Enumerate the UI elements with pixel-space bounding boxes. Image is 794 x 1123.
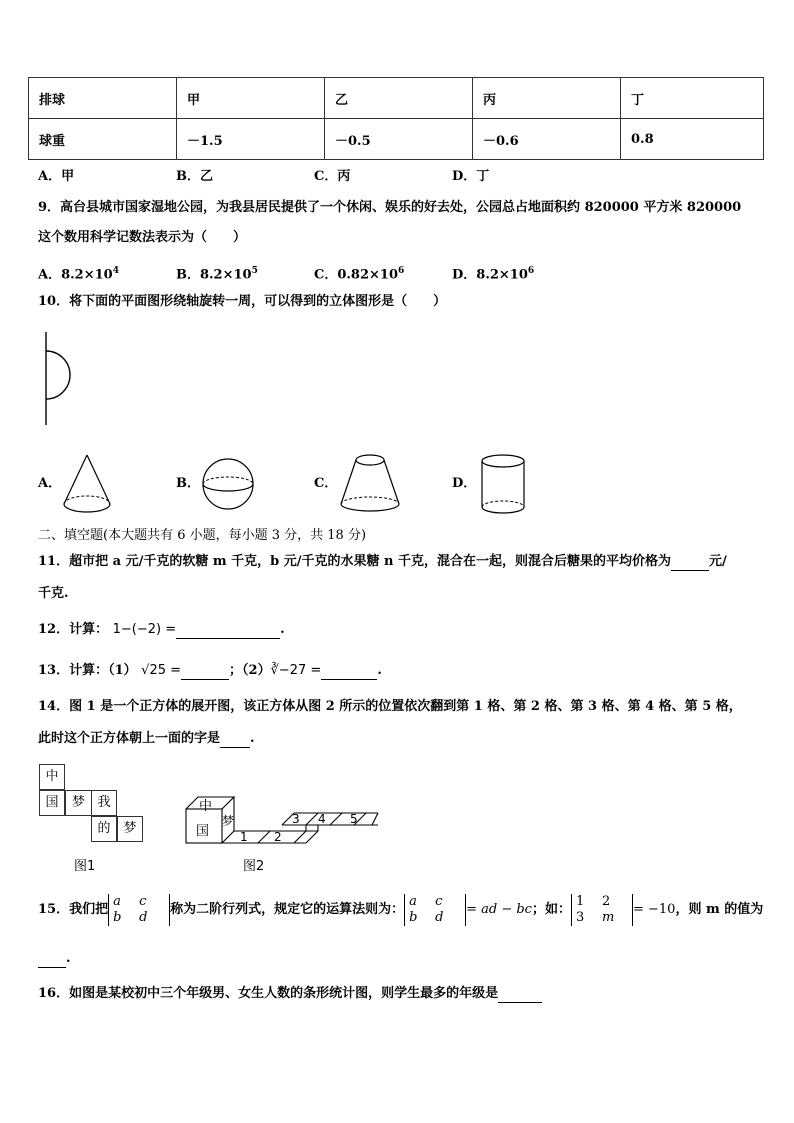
det-entry: m [601, 909, 615, 925]
determinant-general [108, 894, 170, 926]
net-cell: 的 [91, 816, 117, 842]
sphere-icon [200, 454, 256, 516]
q12-prefix: 12．计算： [38, 622, 109, 637]
net-cell: 我 [91, 790, 117, 816]
determinant-rule [404, 894, 466, 926]
cell-number: 2 [274, 830, 282, 844]
q16 [38, 985, 542, 1003]
q9-option-d[interactable] [452, 262, 534, 284]
q10-option-a[interactable]: A． [38, 476, 62, 491]
answer-blank[interactable] [321, 665, 377, 680]
table-row [29, 78, 764, 119]
answer-blank[interactable] [498, 988, 542, 1003]
q10-option-d[interactable]: D． [452, 476, 477, 491]
det-entry: c [435, 893, 443, 909]
cell-number: 4 [318, 812, 326, 826]
answer-blank[interactable] [176, 624, 280, 639]
det-entry: a [113, 893, 121, 909]
table-cell: 甲 [177, 78, 325, 119]
section-heading: 二、填空题(本大题共有 6 小题，每小题 3 分，共 18 分) [38, 528, 367, 543]
q15-prefix: 15．我们把 [38, 902, 109, 917]
figure-caption: 图2 [243, 859, 265, 874]
exponent: 5 [251, 266, 258, 276]
q13-separator: ；（2） [229, 663, 271, 678]
q10-option-b[interactable]: B． [176, 476, 200, 491]
cone-icon [60, 452, 116, 518]
det-entry: 3 [575, 909, 585, 925]
figure-caption: 图1 [74, 859, 96, 874]
net-cell: 中 [39, 764, 65, 790]
net-cell: 国 [39, 790, 65, 816]
q14-line1: 14．图 1 是一个正方体的展开图，该正方体从图 2 所示的位置依次翻到第 1 格、第 2 格、第 3 格、第 4 格、第 5 格， [38, 699, 742, 714]
net-cell: 梦 [65, 790, 91, 816]
det-entry: b [113, 909, 122, 925]
det-entry: 1 [575, 893, 585, 909]
answer-blank[interactable] [220, 733, 250, 748]
q12-expression: 1−(−2) = [112, 622, 177, 637]
q15-ru: ；如： [531, 902, 571, 917]
q9-option-a[interactable] [38, 262, 119, 284]
q11-line2: 千克. [38, 586, 69, 601]
det-entry: c [139, 893, 147, 909]
det-entry: d [139, 909, 148, 925]
cell-number: 5 [350, 812, 358, 826]
q13-prefix: 13．计算：（1） [38, 663, 137, 678]
ball-weight-table [28, 77, 764, 160]
exponent: 6 [398, 266, 405, 276]
cube-front-char: 国 [196, 824, 210, 839]
table-cell: －0.5 [325, 119, 473, 160]
q16-text: 16．如图是某校初中三个年级男、女生人数的条形统计图，则学生最多的年级是 [38, 986, 499, 1001]
det-entry: b [409, 909, 418, 925]
q9-line1: 9．高台县城市国家湿地公园，为我县居民提供了一个休闲、娱乐的好去处，公园总占地面积约 820000 平方米 820000 [38, 200, 742, 215]
q10-text: 10．将下面的平面图形绕轴旋转一周，可以得到的立体图形是（ ） [38, 294, 447, 309]
q11-text: 11．超市把 a 元/千克的软糖 m 千克，b 元/千克的水果糖 n 千克，混合在一起，则混合后糖果的平均价格为 [38, 554, 671, 569]
table-cell: 丁 [621, 78, 764, 119]
q15-example-eq: = −10 [632, 902, 676, 917]
q15-answer-line [38, 950, 71, 968]
q8-option-d[interactable]: D．丁 [452, 169, 490, 184]
table-cell: 丙 [473, 78, 621, 119]
table-row [29, 119, 764, 160]
q8-option-c[interactable]: C．丙 [314, 169, 351, 184]
q11-unit: 元/ [709, 554, 727, 569]
q9-option-c[interactable] [314, 262, 404, 284]
cube-side-char: 梦 [222, 814, 235, 828]
answer-blank[interactable] [671, 556, 709, 571]
q8-option-a[interactable]: A．甲 [38, 169, 75, 184]
table-cell: 乙 [325, 78, 473, 119]
net-cell: 梦 [117, 816, 143, 842]
exponent: 6 [527, 266, 535, 276]
q9-option-b[interactable] [176, 262, 258, 284]
q15-formula: = ad − bc [466, 902, 532, 917]
det-entry: d [435, 909, 444, 925]
q12-suffix: . [280, 622, 285, 637]
q14-suffix: . [250, 731, 255, 746]
table-cell: 0.8 [621, 119, 764, 160]
q15-mid: 称为二阶行列式，规定它的运算法则为： [170, 902, 405, 917]
q8-option-b[interactable]: B．乙 [176, 169, 213, 184]
table-cell: －0.6 [473, 119, 621, 160]
q11-line1 [38, 553, 727, 571]
q15 [38, 890, 763, 930]
q13-suffix: . [377, 663, 382, 678]
q14-line2 [38, 730, 255, 748]
table-cell: 排球 [29, 78, 177, 119]
q15-suffix: ，则 m 的值为 [675, 902, 764, 917]
q14-text: 此时这个正方体朝上一面的字是 [38, 731, 221, 746]
cell-number: 3 [292, 812, 300, 826]
table-cell: －1.5 [177, 119, 325, 160]
q10-option-c[interactable]: C． [314, 476, 338, 491]
q12 [38, 621, 285, 639]
option-text: C．0.82×10 [314, 267, 398, 283]
determinant-example [571, 894, 633, 926]
cube-top-char: 中 [199, 799, 213, 814]
option-text: D．8.2×10 [452, 267, 528, 283]
det-entry: 2 [601, 893, 611, 909]
q13-expression-1: √25 = [141, 663, 182, 678]
det-entry: a [409, 893, 417, 909]
cylinder-icon [478, 452, 528, 520]
q9-line2: 这个数用科学记数法表示为（ ） [38, 230, 247, 245]
cell-number: 1 [240, 830, 248, 844]
q15-end: . [66, 951, 71, 966]
rotation-figure [40, 330, 80, 430]
answer-blank[interactable] [38, 953, 66, 968]
option-text: A．8.2×10 [38, 267, 113, 283]
q13 [38, 662, 382, 680]
frustum-icon [337, 452, 403, 518]
table-cell: 球重 [29, 119, 177, 160]
exponent: 4 [112, 266, 119, 276]
option-text: B．8.2×10 [176, 267, 252, 283]
q13-expression-2: ∛−27 = [270, 663, 322, 678]
answer-blank[interactable] [181, 665, 229, 680]
